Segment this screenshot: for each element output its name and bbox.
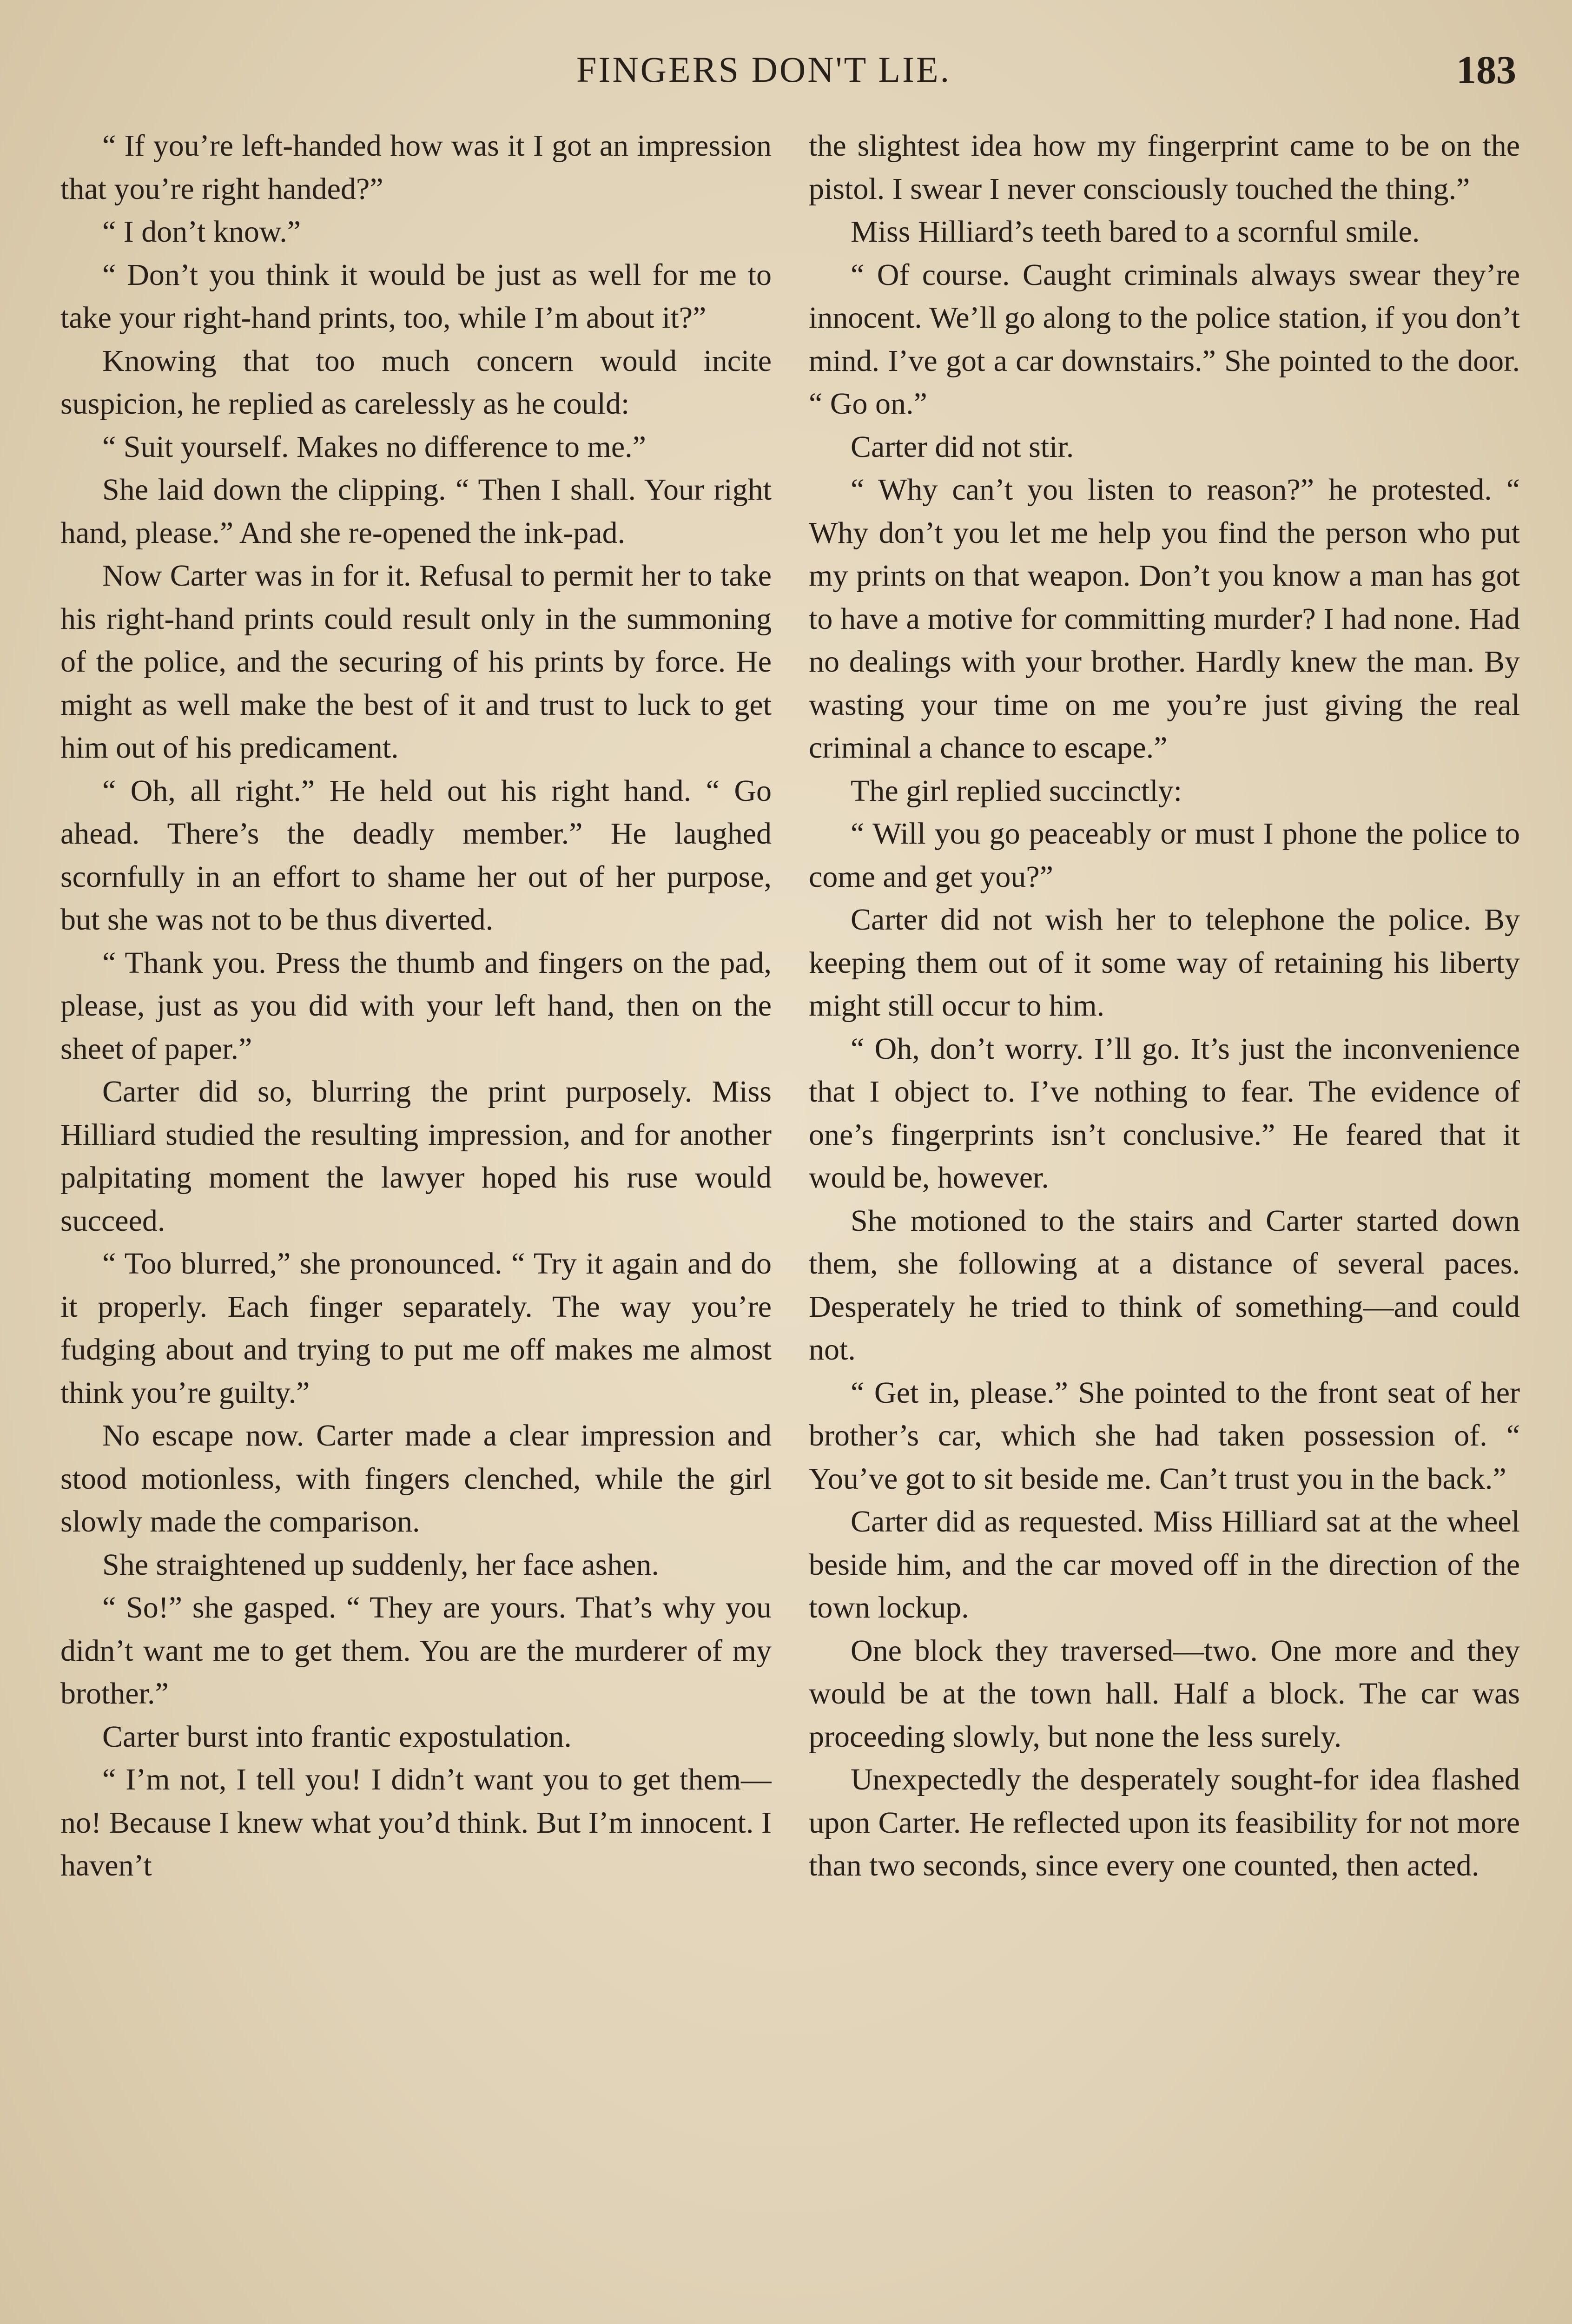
paragraph: “ Of course. Caught criminals always swear they’re innocent. We’ll go along to the police station, if you don’t mind. I’ve got a car downstairs.” She pointed to the door. “ Go on.” (809, 257, 1520, 421)
paragraph: Miss Hilliard’s teeth bared to a scornful smile. (851, 215, 1420, 249)
paragraph: “ Don’t you think it would be just as well for me to take your right-hand prints, too, while I’m about it?” (60, 257, 772, 335)
paragraph: Now Carter was in for it. Refusal to permit her to take his right-hand prints could result only in the summoning of the police, and the securing of his prints by force. He might as well make the best of it and trust to luck to get him out of his predicament. (60, 559, 772, 765)
paragraph: “ Too blurred,” she pronounced. “ Try it again and do it properly. Each finger separately. The way you’re fudging about and trying to put me off makes me almost think you’re guilty.” (60, 1247, 772, 1410)
paragraph: “ Will you go peaceably or must I phone the police to come and get you?” (809, 817, 1520, 894)
running-title: FINGERS DON'T LIE. (576, 49, 951, 90)
paragraph: No escape now. Carter made a clear impression and stood motionless, with fingers clenched, while the girl slowly made the comparison. (60, 1419, 772, 1538)
paragraph: Carter did not stir. (851, 429, 1074, 464)
paragraph: “ Get in, please.” She pointed to the front seat of her brother’s car, which she had taken possession of. “ You’ve got to sit beside me. Can’t trust you in the back.” (809, 1375, 1520, 1496)
paragraph: She straightened up suddenly, her face ashen. (102, 1547, 659, 1582)
right-column (809, 125, 1520, 2324)
paragraph: Unexpectedly the desperately sought-for idea flashed upon Carter. He reflected upon its feasibility for not more than two seconds, since every one counted, then acted. (809, 1763, 1520, 1882)
paragraph-continued: the slightest idea how my fingerprint came to be on the pistol. I swear I never consciously touched the thing.” (809, 129, 1520, 206)
paragraph: She laid down the clipping. “ Then I shall. Your right hand, please.” And she re-opened the ink-pad. (60, 473, 772, 550)
paragraph: Carter did so, blurring the print purposely. Miss Hilliard studied the resulting impression, and for another palpitating moment the lawyer hoped his ruse would succeed. (60, 1075, 772, 1238)
text-columns (60, 125, 1520, 2324)
paragraph: “ Oh, don’t worry. I’ll go. It’s just the inconvenience that I object to. I’ve nothing to fear. The evidence of one’s fingerprints isn’t conclusive.” He feared that it would be, however. (809, 1031, 1520, 1195)
paragraph: “ Why can’t you listen to reason?” he protested. “ Why don’t you let me help you find the person who put my prints on that weapon. Don’t you know a man has got to have a motive for committing murder? I had none. Had no dealings with your brother. Hardly knew the man. By wasting your time on me you’re just giving the real criminal a chance to escape.” (809, 473, 1520, 765)
paragraph: Knowing that too much concern would incite suspicion, he replied as carelessly as he could: (60, 343, 772, 421)
paragraph: “ If you’re left-handed how was it I got an impression that you’re right handed?” (60, 129, 772, 206)
paragraph: The girl replied succinctly: (851, 773, 1182, 808)
paragraph: “ So!” she gasped. “ They are yours. That’s why you didn’t want me to get them. You are the murderer of my brother.” (60, 1591, 772, 1710)
paragraph: Carter did not wish her to telephone the police. By keeping them out of it some way of retaining his liberty might still occur to him. (809, 903, 1520, 1023)
paragraph: One block they traversed—two. One more and they would be at the town hall. Half a block. The car was proceeding slowly, but none the less surely. (809, 1633, 1520, 1754)
paragraph: “ Suit yourself. Makes no difference to me.” (102, 429, 646, 464)
paragraph: She motioned to the stairs and Carter started down them, she following at a distance of several paces. Desperately he tried to think of something—and could not. (809, 1203, 1520, 1367)
paragraph: “ Oh, all right.” He held out his right hand. “ Go ahead. There’s the deadly member.” He laughed scornfully in an effort to shame her out of her purpose, but she was not to be thus diverted. (60, 773, 772, 937)
paragraph: Carter did as requested. Miss Hilliard sat at the wheel beside him, and the car moved off in the direction of the town lockup. (809, 1505, 1520, 1624)
paragraph: Carter burst into frantic expostulation. (102, 1719, 572, 1754)
paragraph: “ Thank you. Press the thumb and fingers on the pad, please, just as you did with your left hand, then on the sheet of paper.” (60, 945, 772, 1066)
paragraph: “ I don’t know.” (102, 215, 301, 249)
page-header (0, 44, 1572, 100)
page-number: 183 (1456, 47, 1516, 92)
paragraph: “ I’m not, I tell you! I didn’t want you to get them—no! Because I knew what you’d think. But I’m innocent. I haven’t (60, 1763, 772, 1882)
left-column (60, 125, 772, 2324)
